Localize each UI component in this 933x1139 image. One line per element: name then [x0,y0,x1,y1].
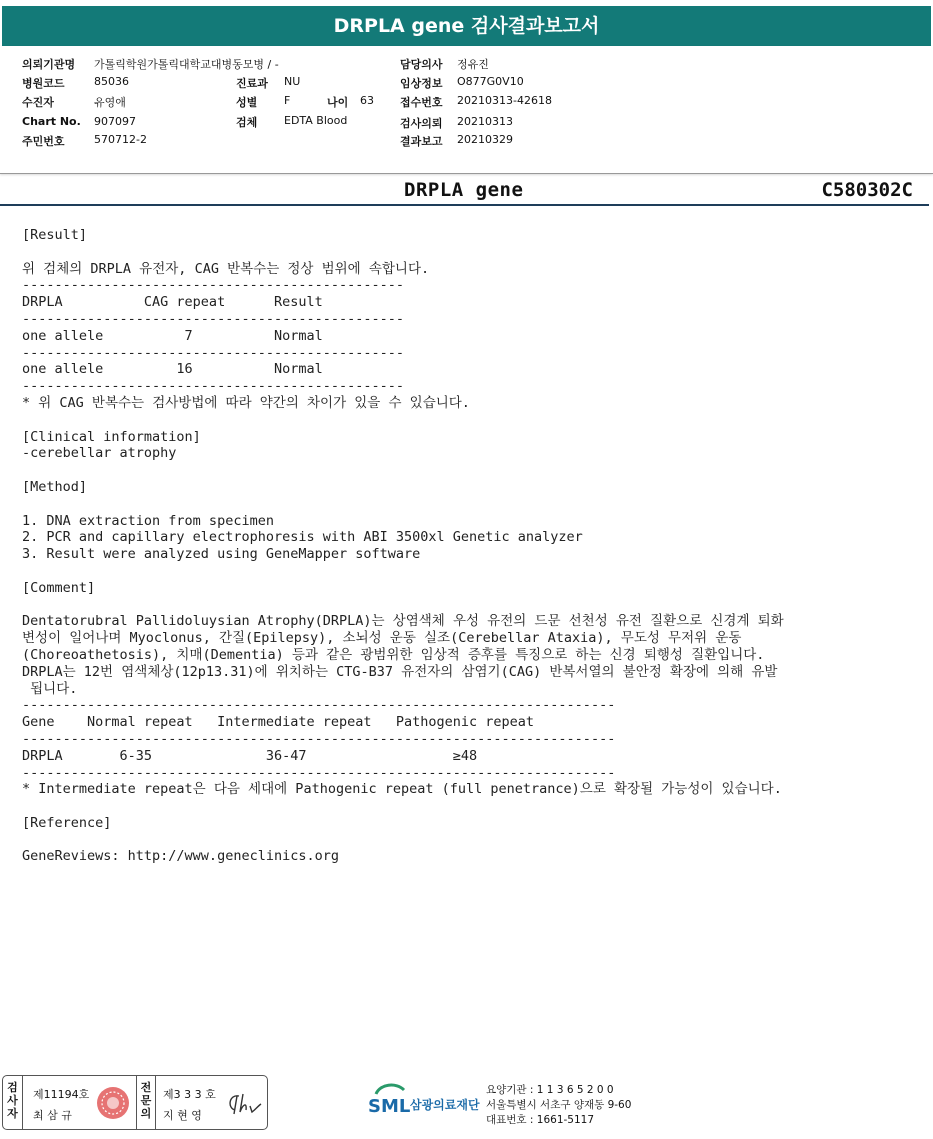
logo-text: SML [368,1096,411,1117]
patient-header [0,46,933,174]
report-title-bar: DRPLA gene 검사결과보고서 [2,6,931,46]
report-line [22,832,912,849]
patient-label: 수진자 [22,96,54,109]
report-line: 2. PCR and capillary electrophoresis with ABI 3500xl Genetic analyzer [22,529,583,546]
report-line: ----------------------------------------------- [22,378,405,395]
report-line: 변성이 일어나며 Myoclonus, 간질(Epilepsy), 소뇌성 운동 실조(Cerebellar Ataxia), 무도성 무저위 운동 [22,630,742,647]
org-address-block [486,1083,631,1128]
report-line [22,412,912,429]
tester-license: 제11194호 [33,1088,90,1101]
report-line: (Choreoathetosis), 치매(Dementia) 등과 같은 광범위한 임상적 증후를 특징으로 하는 신경 퇴행성 질환입니다. [22,646,765,663]
test-code: C580302C [821,179,913,201]
seal-stamp-icon [96,1086,130,1120]
sex-label: 성별 [236,96,258,109]
specimen-value: EDTA Blood [284,114,348,127]
specialist-vertical-text: 전문의 [140,1081,152,1120]
clinical-info-label: 임상정보 [400,77,443,90]
resident-no-label: 주민번호 [22,135,65,148]
specimen-label: 검체 [236,116,258,129]
report-line: ----------------------------------------------- [22,277,405,294]
license-line: 요양기관 : 1 1 3 6 5 2 0 0 [486,1084,614,1096]
report-line [22,798,912,815]
report-line: DRPLA CAG repeat Result [22,294,323,311]
report-line: DRPLA는 12번 염색체상(12p13.31)에 위치하는 CTG-B37 유전자의 삼염기(CAG) 반복서열의 불안정 확장에 의해 유발 [22,663,778,680]
dept-value: NU [284,75,301,88]
section-divider [0,204,929,206]
report-line [22,597,912,614]
report-line: * 위 CAG 반복수는 검사방법에 따라 약간의 차이가 있을 수 있습니다. [22,394,470,411]
report-line [22,496,912,513]
specialist-license: 제3 3 3 호 [163,1088,216,1101]
report-line: [Result] [22,227,88,243]
report-line [22,462,912,479]
chart-no-value: 907097 [94,115,136,128]
report-line: Gene Normal repeat Intermediate repeat Pathogenic repeat [22,714,535,731]
report-line: 됩니다. [22,680,78,697]
report-line: one allele 16 Normal [22,361,323,378]
hospital-code-label: 병원코드 [22,77,65,90]
dept-label: 진료과 [236,77,268,90]
tester-vertical-label [3,1076,23,1129]
receipt-no-label: 접수번호 [400,96,443,109]
signature-box [2,1075,268,1130]
report-line: ------------------------------------------------------------------------- [22,730,616,747]
test-name: DRPLA gene [404,179,524,201]
age-value: 63 [360,94,374,107]
institution-label: 의뢰기관명 [22,58,76,71]
specialist-vertical-label [136,1076,156,1129]
request-date-label: 검사의뢰 [400,117,443,130]
patient-value: 유영애 [94,96,126,109]
report-line: DRPLA 6-35 36-47 ≥48 [22,747,478,764]
institution-value: 가톨릭학원가톨릭대학교대병동모병 / - [94,58,279,71]
resident-no-value: 570712-2 [94,133,147,146]
report-line: GeneReviews: http://www.geneclinics.org [22,848,339,865]
tester-vertical-text: 검사자 [7,1081,18,1120]
address-line: 서울특별시 서초구 양재동 9-60 [486,1099,632,1111]
sex-value: F [284,94,291,107]
signature-icon [225,1088,265,1118]
chart-no-label: Chart No. [22,115,81,128]
report-line: 1. DNA extraction from specimen [22,512,274,529]
specialist-name: 지 현 영 [163,1109,202,1122]
report-line: Dentatorubral Pallidoluysian Atrophy(DRPLA)는 상염색체 우성 유전의 드문 선천성 유전 질환으로 신경계 퇴화 [22,613,784,630]
report-line: * Intermediate repeat은 다음 세대에 Pathogenic repeat (full penetrance)으로 확장될 가능성이 있습니다. [22,781,782,798]
report-line: ------------------------------------------------------------------------- [22,764,616,781]
report-line: 위 검체의 DRPLA 유전자, CAG 반복수는 정상 범위에 속합니다. [22,260,430,277]
report-date-value: 20210329 [457,133,513,146]
report-line: [Comment] [22,579,96,596]
report-line: [Method] [22,478,88,495]
org-name: 삼광의료재단 [410,1098,480,1112]
tester-name: 최 삼 규 [33,1109,72,1122]
age-label: 나이 [327,96,349,109]
report-line: -cerebellar atrophy [22,445,177,462]
hospital-code-value: 85036 [94,75,129,88]
report-date-label: 결과보고 [400,135,443,148]
request-date-value: 20210313 [457,115,513,128]
report-line: ----------------------------------------------- [22,310,405,327]
report-line: one allele 7 Normal [22,327,323,344]
doctor-label: 담당의사 [400,58,443,71]
report-line: 3. Result were analyzed using GeneMapper software [22,546,421,563]
report-line: ----------------------------------------------- [22,344,405,361]
report-line: ------------------------------------------------------------------------- [22,697,616,714]
report-line [22,244,912,261]
doctor-value: 정유진 [457,58,489,71]
report-body [22,227,912,865]
receipt-no-value: 20210313-42618 [457,94,552,107]
clinical-info-value: O877G0V10 [457,75,524,88]
phone-line: 대표번호 : 1661-5117 [486,1114,595,1126]
report-line: [Reference] [22,814,112,831]
report-line: [Clinical information] [22,428,201,445]
report-line [22,563,912,580]
